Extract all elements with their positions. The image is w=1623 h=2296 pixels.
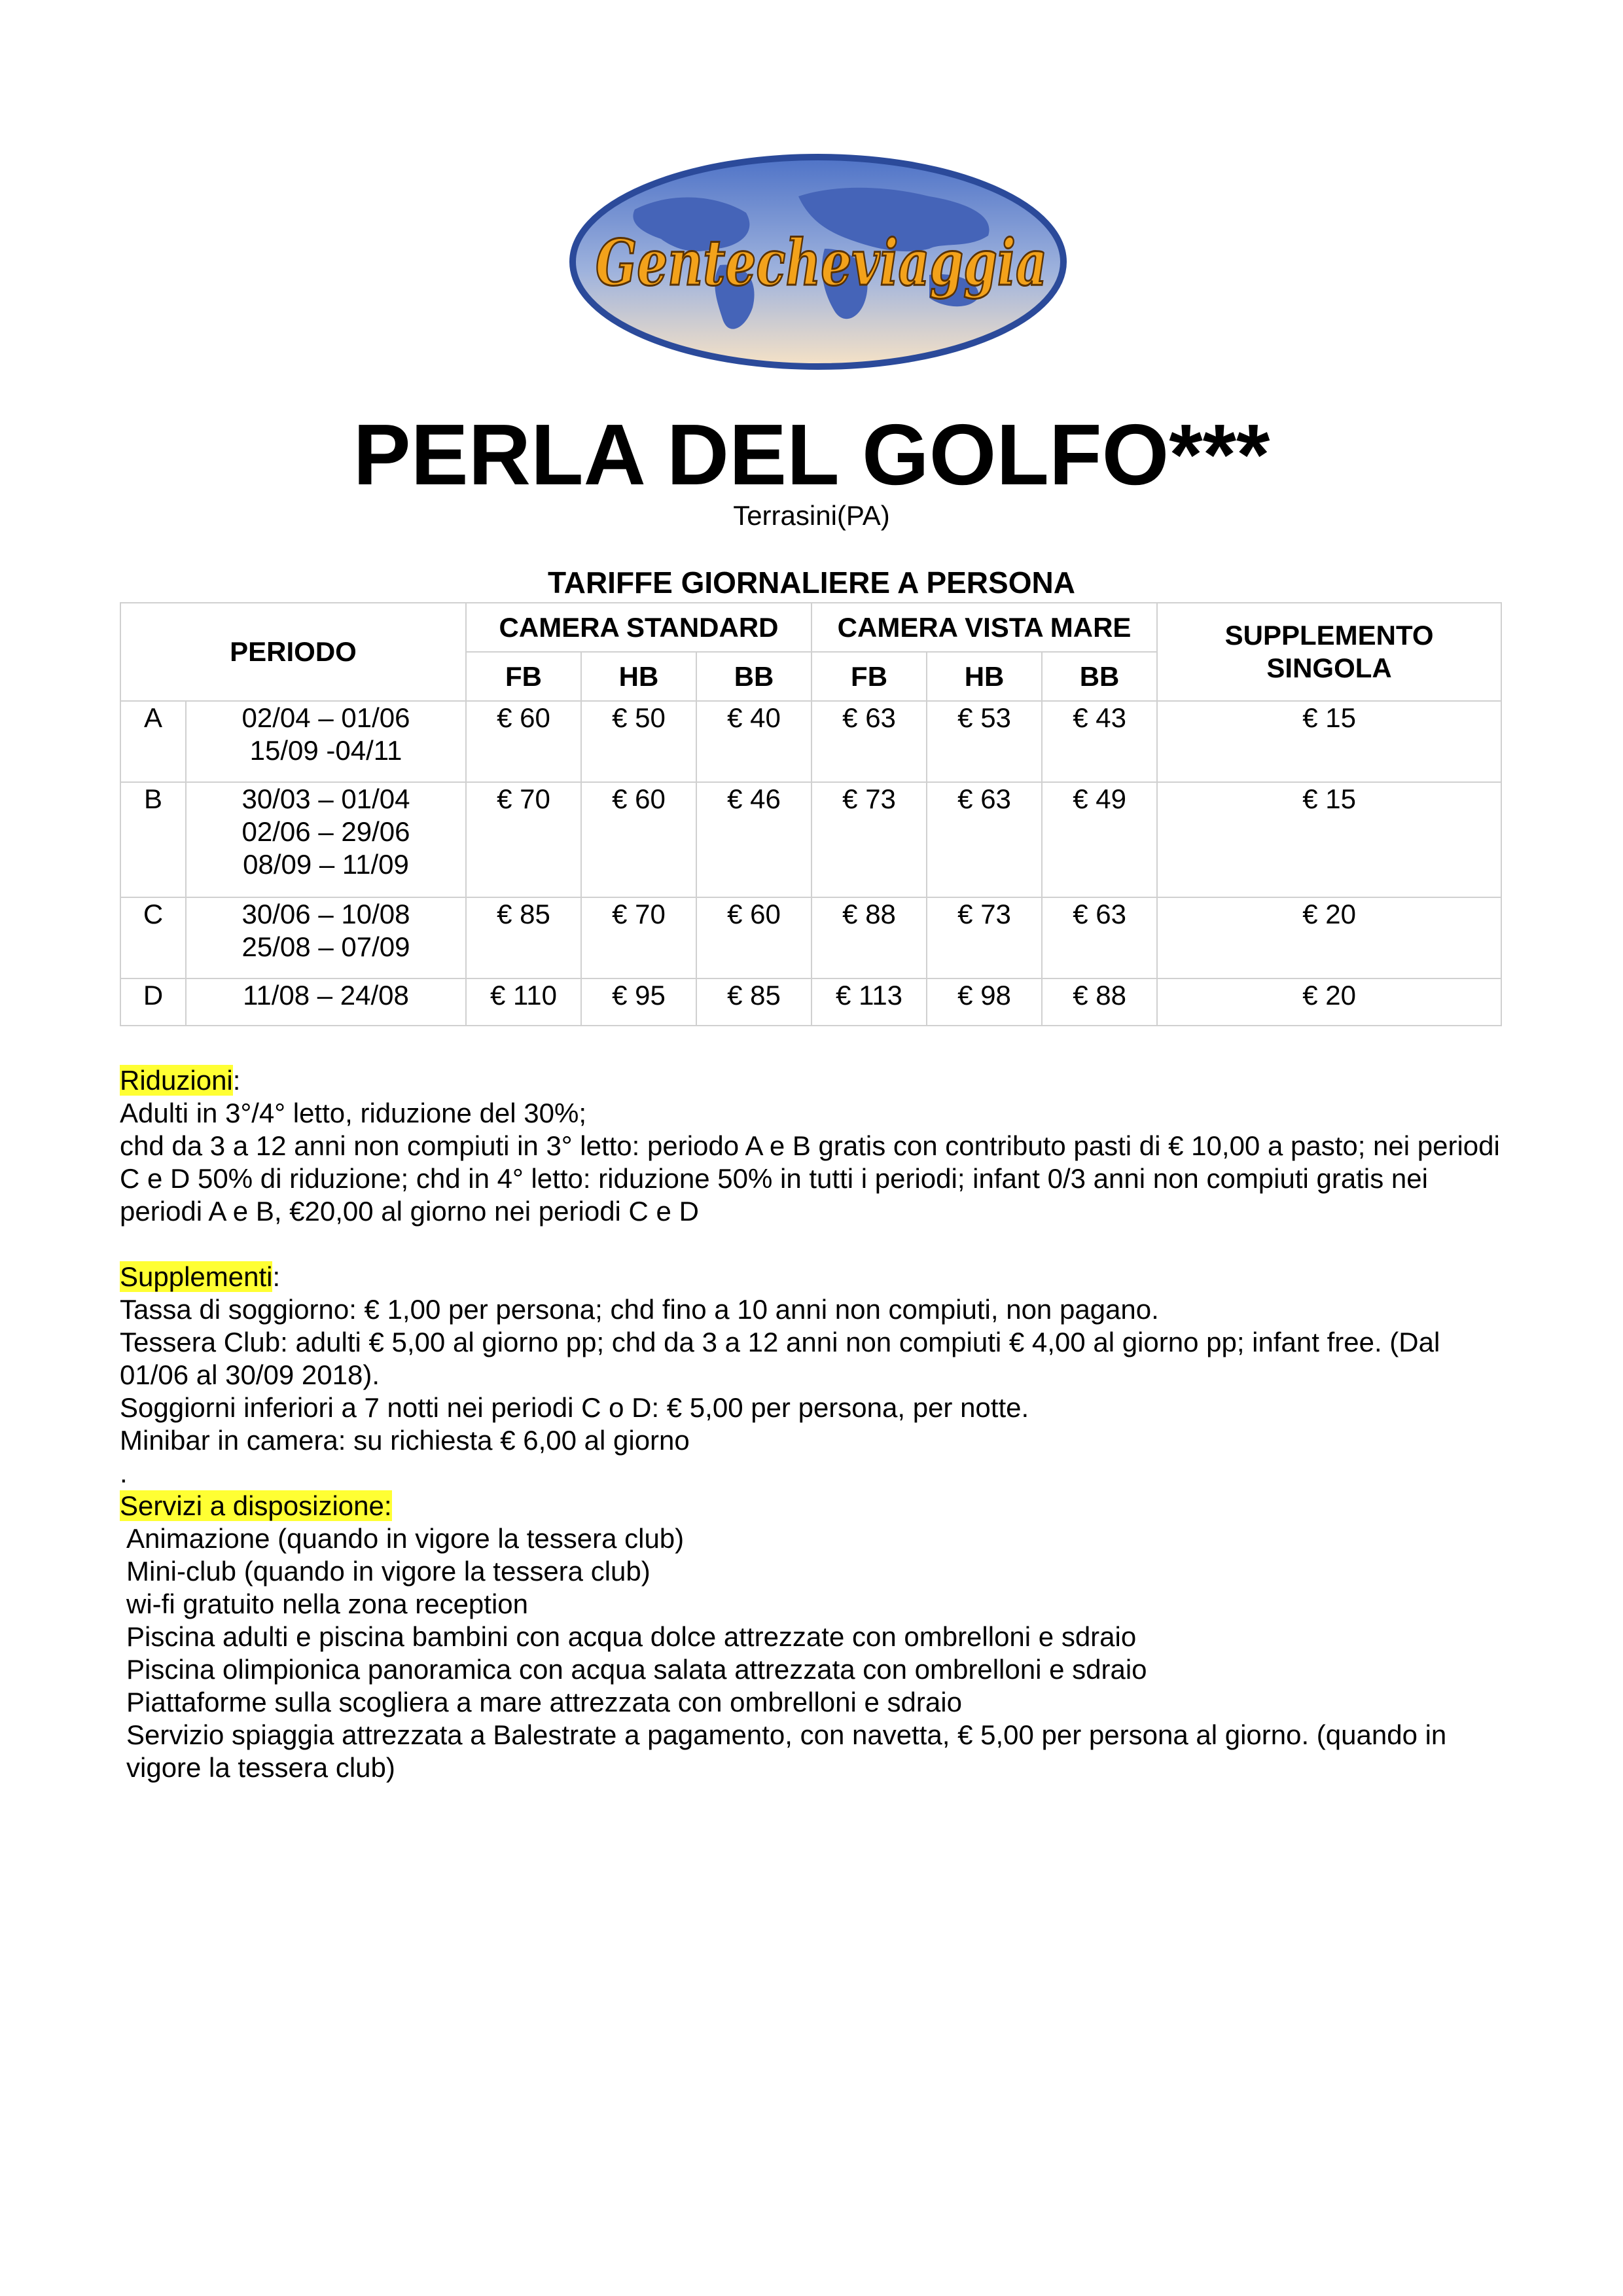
price-cell: € 88 [1042, 978, 1157, 1026]
price-cell: € 70 [466, 782, 581, 897]
supplementi-line: Tassa di soggiorno: € 1,00 per persona; chd fino a 10 anni non compiuti, non pagano. [120, 1294, 1159, 1325]
period-date-range: 25/08 – 07/09 [241, 931, 410, 962]
servizi-item: wi-fi gratuito nella zona reception [126, 1588, 529, 1619]
period-dates [186, 897, 466, 978]
price-cell: € 98 [927, 978, 1042, 1026]
servizi-item: Piscina olimpionica panoramica con acqua salata attrezzata con ombrelloni e sdraio [126, 1654, 1147, 1685]
header-std-hb: HB [581, 652, 696, 701]
servizi-heading-line [120, 1490, 1514, 1522]
price-cell: € 88 [812, 897, 927, 978]
price-cell: € 46 [696, 782, 812, 897]
riduzioni-line: chd da 3 a 12 anni non compiuti in 3° letto: periodo A e B gratis con contributo pasti di € 10,00 a pasto; nei periodi C e D 50% di riduzione; chd in 4° letto: riduzione 50% in tutti i periodi; infant 0/3 anni non compiuti gratis nei periodi A e B, €20,00 al giorno nei periodi C e D [120, 1130, 1500, 1227]
header-std-bb: BB [696, 652, 812, 701]
single-supplement-cell: € 15 [1157, 782, 1501, 897]
single-supplement-cell: € 20 [1157, 897, 1501, 978]
supplementi-line: Minibar in camera: su richiesta € 6,00 al giorno [120, 1425, 690, 1456]
header-camera-standard: CAMERA STANDARD [466, 603, 812, 652]
notes-section [120, 1064, 1514, 1784]
price-cell: € 95 [581, 978, 696, 1026]
period-letter: A [120, 701, 186, 782]
price-cell: € 49 [1042, 782, 1157, 897]
servizi-item: Piattaforme sulla scogliera a mare attrezzata con ombrelloni e sdraio [126, 1687, 962, 1717]
supplementi-line: Tessera Club: adulti € 5,00 al giorno pp; chd da 3 a 12 anni non compiuti € 4,00 al giorno pp; infant free. (Dal 01/06 al 30/09 2018). [120, 1327, 1440, 1390]
servizi-item: Servizio spiaggia attrezzata a Balestrate a pagamento, con navetta, € 5,00 per persona al giorno. (quando in vigore la tessera club) [126, 1719, 1447, 1783]
servizi-heading: Servizi a disposizione: [120, 1490, 392, 1521]
servizi-item: Animazione (quando in vigore la tessera club) [126, 1523, 685, 1554]
riduzioni-line: Adulti in 3°/4° letto, riduzione del 30%; [120, 1098, 587, 1128]
period-date-range: 02/04 – 01/06 [241, 702, 410, 733]
supplementi-line: . [120, 1458, 128, 1488]
price-cell: € 60 [581, 782, 696, 897]
header-supplemento-singola: SUPPLEMENTO SINGOLA [1157, 603, 1501, 701]
price-cell: € 43 [1042, 701, 1157, 782]
price-cell: € 40 [696, 701, 812, 782]
price-cell: € 50 [581, 701, 696, 782]
price-cell: € 53 [927, 701, 1042, 782]
price-cell: € 63 [927, 782, 1042, 897]
header-std-fb: FB [466, 652, 581, 701]
period-letter: D [120, 978, 186, 1026]
rates-table [120, 602, 1502, 1026]
period-dates [186, 782, 466, 897]
price-cell: € 73 [812, 782, 927, 897]
period-date-range: 30/03 – 01/04 [241, 783, 410, 814]
price-cell: € 73 [927, 897, 1042, 978]
table-row [120, 978, 1501, 1026]
period-date-range: 11/08 – 24/08 [243, 980, 409, 1011]
price-cell: € 63 [812, 701, 927, 782]
price-cell: € 60 [696, 897, 812, 978]
supplementi-line: Soggiorni inferiori a 7 notti nei periodi C o D: € 5,00 per persona, per notte. [120, 1392, 1029, 1423]
supplementi-heading-line: Supplementi: [120, 1261, 281, 1292]
riduzioni-heading: Riduzioni [120, 1065, 233, 1096]
period-letter: C [120, 897, 186, 978]
period-dates [186, 978, 466, 1026]
single-supplement-cell: € 15 [1157, 701, 1501, 782]
servizi-item: Mini-club (quando in vigore la tessera club) [126, 1556, 651, 1587]
riduzioni-heading-line: Riduzioni: [120, 1065, 241, 1096]
period-dates [186, 701, 466, 782]
table-row [120, 782, 1501, 897]
price-cell: € 60 [466, 701, 581, 782]
period-date-range: 30/06 – 10/08 [241, 899, 410, 929]
header-vm-hb: HB [927, 652, 1042, 701]
single-supplement-cell: € 20 [1157, 978, 1501, 1026]
hotel-location: Terrasini(PA) [733, 500, 890, 531]
price-cell: € 85 [466, 897, 581, 978]
period-date-range: 15/09 -04/11 [249, 735, 402, 766]
period-date-range: 02/06 – 29/06 [241, 816, 410, 847]
header-vm-fb: FB [812, 652, 927, 701]
supplementi-heading: Supplementi [120, 1261, 273, 1292]
price-cell: € 63 [1042, 897, 1157, 978]
table-row [120, 897, 1501, 978]
servizi-item: Piscina adulti e piscina bambini con acqua dolce attrezzate con ombrelloni e sdraio [126, 1621, 1137, 1652]
price-cell: € 113 [812, 978, 927, 1026]
rates-table-title: TARIFFE GIORNALIERE A PERSONA [548, 565, 1075, 600]
table-row [120, 701, 1501, 782]
price-cell: € 70 [581, 897, 696, 978]
globe-logo-icon [563, 151, 1073, 373]
period-date-range: 08/09 – 11/09 [243, 849, 409, 880]
brand-logo [563, 151, 1073, 373]
header-camera-vista-mare: CAMERA VISTA MARE [812, 603, 1157, 652]
price-cell: € 110 [466, 978, 581, 1026]
price-cell: € 85 [696, 978, 812, 1026]
hotel-title: PERLA DEL GOLFO*** [353, 406, 1270, 503]
logo-brand-text: Gentecheviaggia [596, 226, 1047, 300]
header-vm-bb: BB [1042, 652, 1157, 701]
period-letter: B [120, 782, 186, 897]
header-periodo: PERIODO [120, 603, 466, 701]
